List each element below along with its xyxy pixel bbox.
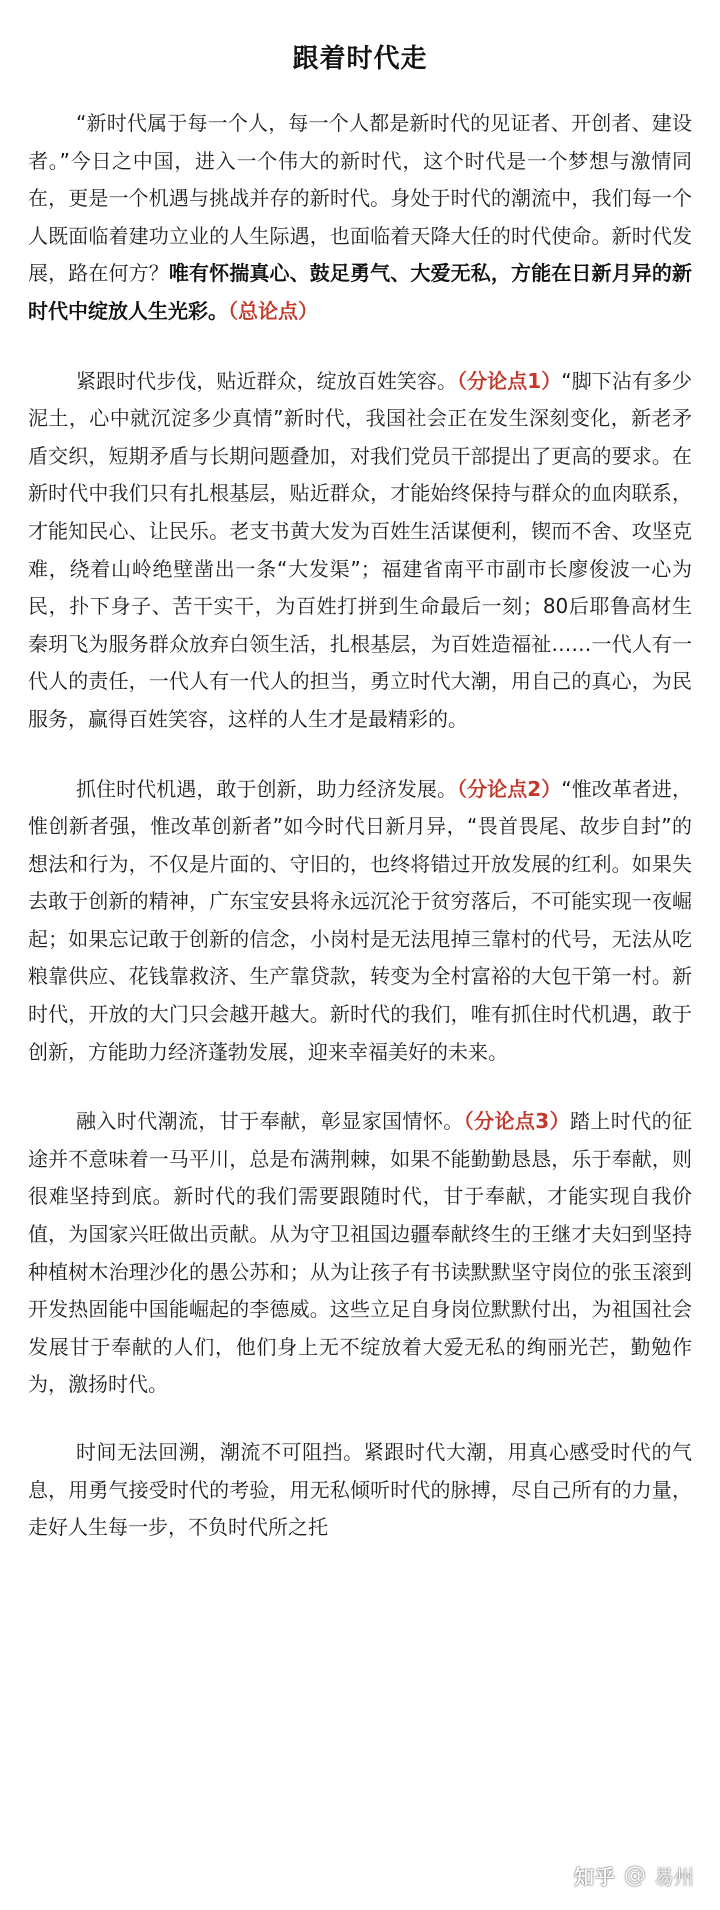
thesis-tag: （总论点） (228, 298, 318, 323)
zhihu-logo: 知乎 (574, 1865, 616, 1889)
paragraph-text: “脚下沾有多少泥土，心中就沉淀多少真情”新时代，我国社会正在发生深刻变化，新老矛盾交织，短期矛盾与长期问题叠加，对我们党员干部提出了更高的要求。在新时代中我们只有扎根基层，贴近群众，才能始终保持与群众的血肉联系，才能知民心、让民乐。老支书黄大发为百姓生活谋便利，锲而不舍、攻坚克难，绕着山岭绝壁凿出一条“大发渠”；福建省南平市副市长廖俊波一心为民，扑下身子、苦干实干，为百姓打拼到生命最后一刻；80后耶鲁高材生秦玥飞为服务群众放弃白领生活，扎根基层，为百姓造福祉……一代人有一代人的责任，一代人有一代人的担当，勇立时代大潮，用自己的真心，为民服务，赢得百姓笑容，这样的人生才是最精彩的。 (28, 368, 692, 731)
paragraph-text: 踏上时代的征途并不意味着一马平川，总是布满荆棘，如果不能勤勤恳恳，乐于奉献，则很难坚持到底。新时代的我们需要跟随时代，甘于奉献，才能实现自我价值，为国家兴旺做出贡献。从为守卫祖国边疆奉献终生的王继才夫妇到坚持种植树木治理沙化的愚公苏和；从为让孩子有书读默默坚守岗位的张玉滚到开发热固能中国能崛起的李德威。这些立足自身岗位默默付出，为祖国社会发展甘于奉献的人们，他们身上无不绽放着大爱无私的绚丽光芒，勤勉作为，激扬时代。 (28, 1109, 693, 1397)
zhihu-watermark (574, 1861, 694, 1890)
point-tag: （分论点2） (457, 776, 562, 801)
author-name: 易州 (654, 1865, 694, 1889)
point-tag: （分论点3） (463, 1109, 570, 1134)
thesis-statement: 唯有怀揣真心、鼓足勇气、大爱无私，方能在日新月异的新时代中绽放人生光彩。 (28, 261, 692, 323)
point-lead: 紧跟时代步伐，贴近群众，绽放百姓笑容。 (76, 368, 458, 393)
paragraph-thesis (28, 105, 692, 331)
paragraph-text: 时间无法回溯，潮流不可阻挡。紧跟时代大潮，用真心感受时代的气息，用勇气接受时代的考验，用无私倾听时代的脉搏，尽自己所有的力量，走好人生每一步，不负时代所之托 (28, 1440, 692, 1540)
article-title: 跟着时代走 (292, 44, 428, 74)
point-lead: 抓住时代机遇，敢于创新，助力经济发展。 (76, 776, 458, 801)
paragraph-text: “惟改革者进，惟创新者强，惟改革创新者”如今时代日新月异，“畏首畏尾、故步自封”的想法和行为，不仅是片面的、守旧的，也终将错过开放发展的红利。如果失去敢于创新的精神，广东宝安县将永远沉沦于贫穷落后，不可能实现一夜崛起；如果忘记敢于创新的信念，小岗村是无法甩掉三靠村的代号，无法从吃粮靠供应、花钱靠救济、生产靠贷款，转变为全村富裕的大包干第一村。新时代，开放的大门只会越开越大。新时代的我们，唯有抓住时代机遇，敢于创新，方能助力经济蓬勃发展，迎来幸福美好的未来。 (28, 776, 692, 1064)
paragraph-point-3 (28, 1103, 692, 1404)
paragraph-conclusion (28, 1434, 692, 1547)
paragraph-text: “新时代属于每一个人，每一个人都是新时代的见证者、开创者、建设者。”今日之中国，进入一个伟大的新时代，这个时代是一个梦想与激情同在，更是一个机遇与挑战并存的新时代。身处于时代的潮流中，我们每一个人既面临着建功立业的人生际遇，也面临着天降大任的时代使命。新时代发展，路在何方？ (28, 111, 692, 286)
point-tag: （分论点1） (457, 368, 562, 393)
paragraph-point-1 (28, 363, 692, 739)
point-lead: 融入时代潮流，甘于奉献，彰显家国情怀。 (76, 1109, 464, 1134)
paragraph-point-2 (28, 771, 692, 1072)
at-symbol: @ (624, 1863, 646, 1888)
